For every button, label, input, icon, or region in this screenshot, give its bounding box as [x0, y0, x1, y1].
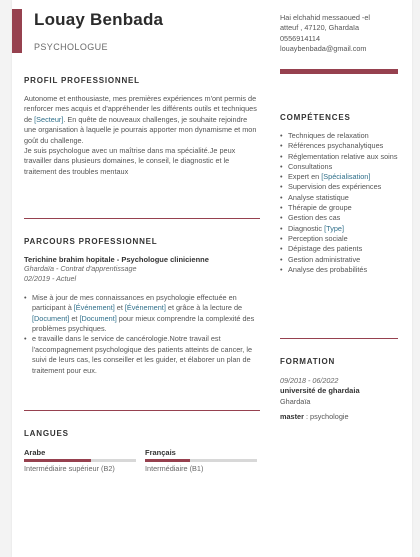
list-item: • Gestion administrative — [280, 255, 398, 265]
profile-section — [24, 76, 260, 177]
degree-field: : psychologie — [303, 412, 349, 422]
address-line: Hai elchahid messaoued -el — [280, 13, 371, 22]
profile-text-part: . En quête de nouveaux challenges, je souhaite rejoindre une organisation à laquelle je pourrais apporter mon dynamisme et mon goût du challenge. — [24, 114, 257, 145]
profile-text — [24, 94, 260, 177]
list-item: • Analyse des probabilités — [280, 265, 398, 275]
skill-text: Diagnostic — [288, 223, 325, 233]
placeholder-type: [Type] — [324, 223, 344, 233]
section-divider — [24, 410, 260, 411]
email: louaybenbada@gmail.com — [280, 44, 367, 54]
languages-list — [24, 448, 260, 488]
list-item: • e travaille dans le service de cancérologie.Notre travail est l'accompagnement psychologique des patients atteints de cancer, le suivi de leurs cas, les conseiller et les guider, et élaborer un plan de traitement pour eux. — [24, 334, 260, 376]
education-city: Ghardaïa — [280, 396, 311, 406]
education-degree — [280, 412, 398, 422]
languages-heading: LANGUES — [24, 429, 69, 438]
list-item: • Supervision des expériences — [280, 182, 398, 192]
experience-dates: 02/2019 - Actuel — [24, 274, 77, 284]
list-item: • Gestion des cas — [280, 213, 398, 223]
skill-text: Expert en — [288, 172, 322, 182]
skills-list — [280, 131, 398, 275]
list-item — [280, 172, 398, 182]
language-level-bar — [145, 459, 257, 462]
bullet-text: et — [114, 303, 125, 313]
list-item: • Techniques de relaxation — [280, 131, 398, 141]
language-level-bar — [24, 459, 136, 462]
language-item — [24, 448, 136, 473]
language-item — [145, 448, 257, 473]
placeholder-evenement: [Événement] — [73, 303, 115, 313]
education-dates: 09/2018 - 06/2022 — [280, 376, 339, 385]
experience-meta: Ghardaïa - Contrat d'apprentissage — [24, 264, 137, 273]
language-level: Intermédiaire supérieur (B2) — [24, 464, 115, 473]
profile-text-part: Je suis psychologue avec un maîtrise dans ma spécialité.Je peux travailler dans plusieurs domaines, le conseil, le diagnostic et le traitement des troubles mentaux — [24, 146, 236, 176]
list-item: • Analyse statistique — [280, 193, 398, 203]
list-item — [24, 293, 260, 335]
list-item — [280, 224, 398, 234]
experience-section — [24, 237, 260, 376]
bullet-text: Mise à jour de mes connaissances en psychologie effectuée en participant à — [32, 292, 237, 313]
list-item: • Références psychanalytiques — [280, 141, 398, 151]
placeholder-secteur: [Secteur] — [34, 114, 64, 124]
education-heading: FORMATION — [280, 357, 336, 366]
job-title: PSYCHOLOGUE — [34, 42, 108, 52]
placeholder-evenement: [Événement] — [124, 303, 166, 313]
section-divider — [280, 338, 398, 339]
placeholder-specialisation: [Spécialisation] — [321, 172, 371, 182]
list-item: • Consultations — [280, 162, 398, 172]
experience-job-title: Terichine brahim hopitale - Psychologue clinicienne — [24, 255, 209, 264]
placeholder-document: [Document] — [32, 313, 70, 323]
languages-section — [24, 429, 260, 488]
section-divider — [24, 218, 260, 219]
list-item: • Perception sociale — [280, 234, 398, 244]
bullet-text: pour mieux comprendre la complexité des problèmes psychiques. — [32, 313, 255, 334]
skills-section — [280, 113, 398, 275]
language-name: Français — [145, 448, 176, 457]
degree-label: master — [280, 412, 304, 422]
bullet-text: et grâce à la lecture de — [165, 303, 243, 313]
profile-text-part: Autonome et enthousiaste, mes premières expériences m'ont permis de renforcer mes acquis et d'appréhender les différents outils et techniques de — [24, 94, 257, 124]
profile-heading: PROFIL PROFESSIONNEL — [24, 76, 140, 85]
resume-page — [12, 0, 412, 557]
education-section — [280, 357, 398, 423]
address-line: atteuf , 47120, Ghardaïa — [280, 23, 360, 33]
list-item: • Dépistage des patients — [280, 244, 398, 254]
phone: 0556914114 — [280, 33, 321, 43]
list-item: • Thérapie de groupe — [280, 203, 398, 213]
language-level-fill — [24, 459, 91, 462]
experience-heading: PARCOURS PROFESSIONNEL — [24, 237, 158, 246]
language-name: Arabe — [24, 448, 46, 457]
list-item: • Réglementation relative aux soins — [280, 152, 398, 162]
education-school: université de ghardaia — [280, 386, 360, 396]
placeholder-document: [Document] — [79, 313, 117, 323]
contact-block — [280, 13, 398, 55]
language-level-fill — [145, 459, 190, 462]
skills-heading: COMPÉTENCES — [280, 113, 351, 122]
header-accent-bar — [12, 9, 22, 53]
language-level: Intermédiaire (B1) — [145, 464, 204, 473]
candidate-name: Louay Benbada — [34, 10, 164, 29]
contact-accent-bar — [280, 69, 398, 74]
bullet-text: et — [69, 313, 80, 323]
experience-bullets — [24, 293, 260, 376]
